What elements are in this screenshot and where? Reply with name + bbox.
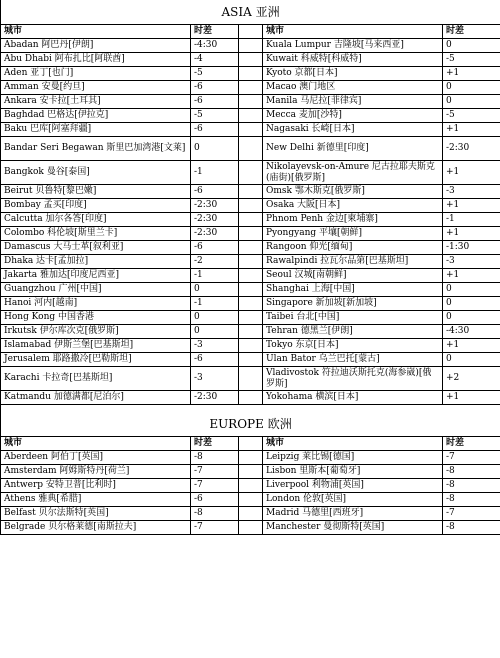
city-column-header: 城市 bbox=[1, 25, 191, 39]
column-spacer bbox=[239, 367, 263, 391]
offset-cell: -4:30 bbox=[443, 325, 500, 339]
offset-cell: +1 bbox=[443, 161, 500, 185]
offset-column-header: 时差 bbox=[191, 25, 239, 39]
offset-cell: -2 bbox=[191, 255, 239, 269]
offset-cell: 0 bbox=[443, 353, 500, 367]
offset-cell: -5 bbox=[443, 53, 500, 67]
offset-cell: 0 bbox=[443, 81, 500, 95]
column-spacer bbox=[239, 521, 263, 535]
offset-cell: -8 bbox=[443, 493, 500, 507]
column-spacer bbox=[239, 479, 263, 493]
city-cell: Amsterdam 阿姆斯特丹[荷兰] bbox=[1, 465, 191, 479]
table-row bbox=[1, 493, 500, 507]
city-cell: Yokohama 横滨[日本] bbox=[263, 391, 443, 405]
table-row bbox=[1, 479, 500, 493]
offset-cell: -3 bbox=[191, 339, 239, 353]
offset-cell: +1 bbox=[443, 199, 500, 213]
table-row bbox=[1, 325, 500, 339]
column-spacer bbox=[239, 199, 263, 213]
table-row bbox=[1, 123, 500, 137]
offset-cell: -2:30 bbox=[191, 213, 239, 227]
column-spacer bbox=[239, 465, 263, 479]
offset-cell: -7 bbox=[191, 479, 239, 493]
city-cell: Hong Kong 中国香港 bbox=[1, 311, 191, 325]
offset-cell: -7 bbox=[191, 465, 239, 479]
city-cell: Belfast 贝尔法斯特[英国] bbox=[1, 507, 191, 521]
city-cell: Beirut 贝鲁特[黎巴嫩] bbox=[1, 185, 191, 199]
column-spacer bbox=[239, 353, 263, 367]
section-gap bbox=[1, 405, 500, 413]
offset-cell: -3 bbox=[191, 367, 239, 391]
city-cell: Ulan Bator 乌兰巴托[蒙古] bbox=[263, 353, 443, 367]
city-cell: Aberdeen 阿伯丁[英国] bbox=[1, 451, 191, 465]
city-cell: Shanghai 上海[中国] bbox=[263, 283, 443, 297]
table-row bbox=[1, 269, 500, 283]
offset-cell: 0 bbox=[191, 283, 239, 297]
city-cell: Jakarta 雅加达[印度尼西亚] bbox=[1, 269, 191, 283]
offset-cell: 0 bbox=[443, 39, 500, 53]
column-spacer bbox=[239, 137, 263, 161]
column-spacer bbox=[239, 161, 263, 185]
offset-cell: 0 bbox=[443, 283, 500, 297]
europe-section-title: EUROPE 欧洲 bbox=[1, 412, 500, 437]
city-cell: Hanoi 河内[越南] bbox=[1, 297, 191, 311]
table-row bbox=[1, 241, 500, 255]
city-cell: Ankara 安卡拉[土耳其] bbox=[1, 95, 191, 109]
city-cell: Manila 马尼拉[菲律宾] bbox=[263, 95, 443, 109]
asia-title-row bbox=[1, 0, 500, 25]
table-row bbox=[1, 339, 500, 353]
asia-header-row bbox=[1, 25, 500, 39]
table-row bbox=[1, 227, 500, 241]
offset-cell: +1 bbox=[443, 269, 500, 283]
city-cell: Pyongyang 平壤[朝鲜] bbox=[263, 227, 443, 241]
offset-cell: 0 bbox=[443, 311, 500, 325]
offset-cell: 0 bbox=[191, 311, 239, 325]
column-spacer bbox=[239, 297, 263, 311]
offset-cell: -2:30 bbox=[191, 227, 239, 241]
table-row bbox=[1, 185, 500, 199]
column-spacer bbox=[239, 109, 263, 123]
table-row bbox=[1, 255, 500, 269]
table-row bbox=[1, 353, 500, 367]
column-spacer bbox=[239, 311, 263, 325]
city-cell: Belgrade 贝尔格莱德[南斯拉夫] bbox=[1, 521, 191, 535]
offset-cell: -2:30 bbox=[443, 137, 500, 161]
city-cell: Seoul 汉城[南朝鲜] bbox=[263, 269, 443, 283]
table-row bbox=[1, 161, 500, 185]
city-cell: Katmandu 加德满都[尼泊尔] bbox=[1, 391, 191, 405]
offset-cell: -6 bbox=[191, 241, 239, 255]
city-cell: Kyoto 京都[日本] bbox=[263, 67, 443, 81]
column-spacer bbox=[239, 507, 263, 521]
city-cell: Macao 澳门地区 bbox=[263, 81, 443, 95]
city-cell: Abadan 阿巴丹[伊朗] bbox=[1, 39, 191, 53]
city-cell: Kuwait 科威特[科威特] bbox=[263, 53, 443, 67]
offset-cell: -2:30 bbox=[191, 391, 239, 405]
city-cell: Omsk 鄂木斯克[俄罗斯] bbox=[263, 185, 443, 199]
city-cell: Osaka 大阪[日本] bbox=[263, 199, 443, 213]
city-cell: Mecca 麦加[沙特] bbox=[263, 109, 443, 123]
offset-cell: -5 bbox=[443, 109, 500, 123]
offset-cell: -2:30 bbox=[191, 199, 239, 213]
offset-cell: +1 bbox=[443, 67, 500, 81]
city-cell: Manchester 曼彻斯特[英国] bbox=[263, 521, 443, 535]
table-row bbox=[1, 67, 500, 81]
city-cell: Phnom Penh 金边[柬埔寨] bbox=[263, 213, 443, 227]
offset-cell: -6 bbox=[191, 185, 239, 199]
city-cell: Guangzhou 广州[中国] bbox=[1, 283, 191, 297]
europe-header-row bbox=[1, 437, 500, 451]
offset-cell: -3 bbox=[443, 255, 500, 269]
city-cell: Madrid 马德里[西班牙] bbox=[263, 507, 443, 521]
offset-cell: +2 bbox=[443, 367, 500, 391]
offset-cell: -8 bbox=[191, 507, 239, 521]
table-row bbox=[1, 81, 500, 95]
city-cell: Tokyo 东京[日本] bbox=[263, 339, 443, 353]
column-spacer bbox=[239, 81, 263, 95]
offset-cell: -1 bbox=[191, 269, 239, 283]
offset-cell: -6 bbox=[191, 493, 239, 507]
offset-cell: -6 bbox=[191, 353, 239, 367]
city-cell: Jerusalem 耶路撒冷[巴勒斯坦] bbox=[1, 353, 191, 367]
offset-cell: -6 bbox=[191, 81, 239, 95]
offset-cell: -5 bbox=[191, 109, 239, 123]
city-cell: Singapore 新加坡[新加坡] bbox=[263, 297, 443, 311]
city-cell: Rawalpindi 拉瓦尔品第[巴基斯坦] bbox=[263, 255, 443, 269]
table-row bbox=[1, 199, 500, 213]
table-row bbox=[1, 213, 500, 227]
city-cell: Abu Dhabi 阿布扎比[阿联酋] bbox=[1, 53, 191, 67]
table-row bbox=[1, 451, 500, 465]
offset-cell: -8 bbox=[443, 465, 500, 479]
table-row bbox=[1, 39, 500, 53]
offset-cell: +1 bbox=[443, 391, 500, 405]
column-spacer bbox=[239, 325, 263, 339]
column-spacer bbox=[239, 255, 263, 269]
city-column-header: 城市 bbox=[263, 25, 443, 39]
offset-cell: -8 bbox=[191, 451, 239, 465]
column-spacer bbox=[239, 67, 263, 81]
city-cell: Leipzig 莱比锡[德国] bbox=[263, 451, 443, 465]
city-cell: Islamabad 伊斯兰堡[巴基斯坦] bbox=[1, 339, 191, 353]
offset-cell: -1 bbox=[191, 161, 239, 185]
offset-cell: -4:30 bbox=[191, 39, 239, 53]
table-row bbox=[1, 95, 500, 109]
city-cell: Aden 亚丁[也门] bbox=[1, 67, 191, 81]
offset-cell: -6 bbox=[191, 95, 239, 109]
city-cell: Baku 巴库[阿塞拜疆] bbox=[1, 123, 191, 137]
city-cell: Athens 雅典[希腊] bbox=[1, 493, 191, 507]
table-row bbox=[1, 465, 500, 479]
city-cell: New Delhi 新德里[印度] bbox=[263, 137, 443, 161]
city-cell: Damascus 大马士革[叙利亚] bbox=[1, 241, 191, 255]
column-spacer bbox=[239, 493, 263, 507]
city-column-header: 城市 bbox=[263, 437, 443, 451]
offset-cell: -6 bbox=[191, 123, 239, 137]
column-spacer bbox=[239, 39, 263, 53]
table-row bbox=[1, 109, 500, 123]
column-spacer bbox=[239, 53, 263, 67]
column-spacer bbox=[239, 437, 263, 451]
table-row bbox=[1, 283, 500, 297]
section-gap-cell bbox=[1, 405, 500, 413]
city-cell: Colombo 科伦坡[斯里兰卡] bbox=[1, 227, 191, 241]
offset-cell: 0 bbox=[443, 297, 500, 311]
table-row bbox=[1, 137, 500, 161]
column-spacer bbox=[239, 123, 263, 137]
offset-cell: 0 bbox=[191, 137, 239, 161]
city-cell: Nagasaki 长崎[日本] bbox=[263, 123, 443, 137]
offset-cell: 0 bbox=[191, 325, 239, 339]
column-spacer bbox=[239, 283, 263, 297]
city-cell: Baghdad 巴格达[伊拉克] bbox=[1, 109, 191, 123]
offset-cell: +1 bbox=[443, 123, 500, 137]
city-cell: Karachi 卡拉奇[巴基斯坦] bbox=[1, 367, 191, 391]
offset-column-header: 时差 bbox=[443, 437, 500, 451]
table-row bbox=[1, 521, 500, 535]
city-cell: Amman 安曼[约旦] bbox=[1, 81, 191, 95]
asia-section-title: ASIA 亚洲 bbox=[1, 0, 500, 25]
offset-cell: -8 bbox=[443, 479, 500, 493]
city-cell: London 伦敦[英国] bbox=[263, 493, 443, 507]
city-cell: Calcutta 加尔各答[印度] bbox=[1, 213, 191, 227]
offset-cell: +1 bbox=[443, 339, 500, 353]
column-spacer bbox=[239, 241, 263, 255]
column-spacer bbox=[239, 213, 263, 227]
column-spacer bbox=[239, 95, 263, 109]
offset-cell: -1 bbox=[443, 213, 500, 227]
offset-cell: -7 bbox=[443, 507, 500, 521]
city-cell: Bombay 孟买[印度] bbox=[1, 199, 191, 213]
offset-cell: -7 bbox=[191, 521, 239, 535]
offset-column-header: 时差 bbox=[191, 437, 239, 451]
offset-column-header: 时差 bbox=[443, 25, 500, 39]
city-cell: Rangoon 仰光[缅甸] bbox=[263, 241, 443, 255]
city-cell: Nikolayevsk-on-Amure 尼古拉耶夫斯克(庙街)[俄罗斯] bbox=[263, 161, 443, 185]
city-cell: Irkutsk 伊尔库次克[俄罗斯] bbox=[1, 325, 191, 339]
city-cell: Taibei 台北[中国] bbox=[263, 311, 443, 325]
column-spacer bbox=[239, 391, 263, 405]
city-cell: Vladivostok 符拉迪沃斯托克(海参崴)[俄罗斯] bbox=[263, 367, 443, 391]
offset-cell: -5 bbox=[191, 67, 239, 81]
offset-cell: +1 bbox=[443, 227, 500, 241]
column-spacer bbox=[239, 25, 263, 39]
column-spacer bbox=[239, 451, 263, 465]
offset-cell: -3 bbox=[443, 185, 500, 199]
column-spacer bbox=[239, 269, 263, 283]
table-row bbox=[1, 507, 500, 521]
table-row bbox=[1, 367, 500, 391]
city-cell: Tehran 德黑兰[伊朗] bbox=[263, 325, 443, 339]
offset-cell: 0 bbox=[443, 95, 500, 109]
offset-cell: -8 bbox=[443, 521, 500, 535]
city-cell: Antwerp 安特卫普[比利时] bbox=[1, 479, 191, 493]
time-zone-table-body bbox=[1, 0, 500, 535]
table-row bbox=[1, 53, 500, 67]
city-cell: Lisbon 里斯本[葡萄牙] bbox=[263, 465, 443, 479]
offset-cell: -4 bbox=[191, 53, 239, 67]
city-column-header: 城市 bbox=[1, 437, 191, 451]
column-spacer bbox=[239, 227, 263, 241]
column-spacer bbox=[239, 339, 263, 353]
city-cell: Bangkok 曼谷[泰国] bbox=[1, 161, 191, 185]
offset-cell: -1 bbox=[191, 297, 239, 311]
column-spacer bbox=[239, 185, 263, 199]
table-row bbox=[1, 391, 500, 405]
city-cell: Dhaka 达卡[孟加拉] bbox=[1, 255, 191, 269]
city-cell: Bandar Seri Begawan 斯里巴加湾港[文莱] bbox=[1, 137, 191, 161]
city-cell: Liverpool 利物浦[英国] bbox=[263, 479, 443, 493]
europe-title-row bbox=[1, 412, 500, 437]
table-row bbox=[1, 311, 500, 325]
city-cell: Kuala Lumpur 吉隆坡[马来西亚] bbox=[263, 39, 443, 53]
offset-cell: -7 bbox=[443, 451, 500, 465]
offset-cell: -1:30 bbox=[443, 241, 500, 255]
table-row bbox=[1, 297, 500, 311]
